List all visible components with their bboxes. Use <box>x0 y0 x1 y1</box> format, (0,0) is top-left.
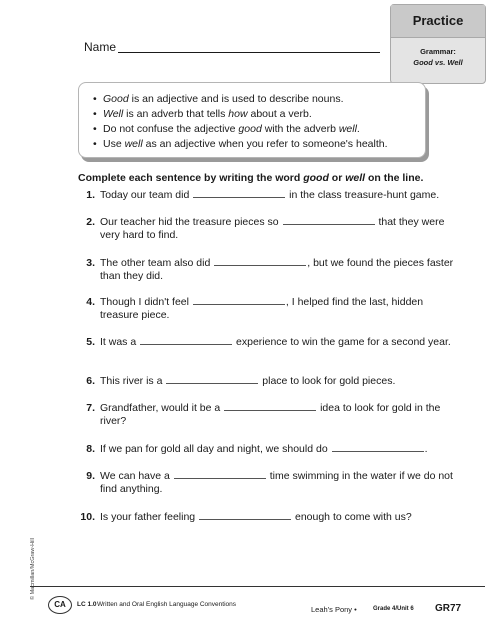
question-text-after: , I helped find the last, hidden treasure piece. <box>100 296 424 321</box>
question-text <box>100 402 458 428</box>
answer-blank[interactable] <box>214 258 306 266</box>
grammar-rules-box <box>78 82 426 158</box>
question-text-after: in the class treasure-hunt game. <box>289 189 440 201</box>
rule-text: with the adverb <box>261 123 339 135</box>
instructions-text-or: or <box>328 172 346 184</box>
footer-divider <box>30 586 485 587</box>
question-text-after: place to look for gold pieces. <box>262 375 396 387</box>
answer-blank[interactable] <box>224 403 316 411</box>
page-code: GR77 <box>435 603 462 614</box>
standard-code: LC 1.0 <box>77 601 97 608</box>
rule-item <box>93 107 425 122</box>
question-number: 3. <box>86 257 95 269</box>
question-text <box>100 257 458 283</box>
practice-tab <box>390 4 486 84</box>
answer-blank[interactable] <box>140 337 232 345</box>
rules-list <box>93 92 425 152</box>
question-item <box>78 511 458 524</box>
rule-text: is an adverb that tells <box>123 108 229 120</box>
question-item <box>78 257 458 283</box>
question-text <box>100 336 458 349</box>
question-number: 2. <box>86 216 95 228</box>
story-title <box>311 605 357 614</box>
question-item <box>78 402 458 428</box>
question-text-before: Grandfather, would it be a <box>100 402 221 414</box>
question-text-before: Today our team did <box>100 189 190 201</box>
rule-text: good <box>238 123 262 135</box>
rule-item <box>93 137 425 152</box>
instructions-text-b: on the line. <box>365 172 424 184</box>
instructions <box>78 172 468 184</box>
question-item <box>78 296 458 322</box>
question-number: 10. <box>80 511 95 523</box>
question-text-before: Though I didn't feel <box>100 296 189 308</box>
answer-blank[interactable] <box>193 297 285 305</box>
rule-text: as an adjective when you refer to someone's health. <box>142 138 388 150</box>
rule-text: well <box>124 138 143 150</box>
instructions-text-a: Complete each sentence by writing the word <box>78 172 304 184</box>
grade-unit: Grade 4/Unit 6 <box>373 606 414 612</box>
question-item <box>78 216 458 242</box>
question-item <box>78 375 458 388</box>
question-text-before: We can have a <box>100 470 170 482</box>
tab-subtitle-topic: Good vs. Well <box>413 58 463 67</box>
question-number: 6. <box>86 375 95 387</box>
answer-blank[interactable] <box>283 217 375 225</box>
tab-title: Practice <box>391 5 485 38</box>
ca-standard-badge: CA <box>48 596 72 614</box>
question-number: 5. <box>86 336 95 348</box>
question-text-after: . <box>424 443 428 455</box>
question-text <box>100 443 458 456</box>
name-label: Name <box>84 40 117 54</box>
rule-item <box>93 92 425 107</box>
answer-blank[interactable] <box>166 376 258 384</box>
question-text <box>100 375 458 388</box>
question-text-after: time swimming in the water if we do not find anything. <box>100 470 453 495</box>
answer-blank[interactable] <box>193 190 285 198</box>
question-text-before: Our teacher hid the treasure pieces so <box>100 216 279 228</box>
question-item <box>78 470 458 496</box>
instructions-word-good: good <box>303 172 329 184</box>
question-text-before: The other team also did <box>100 257 211 269</box>
name-field[interactable] <box>118 52 380 53</box>
question-text-after: that they were very hard to find. <box>100 216 445 241</box>
rule-text: how <box>228 108 248 120</box>
question-number: 4. <box>86 296 95 308</box>
standard-description: Written and Oral English Language Conventions <box>97 601 236 608</box>
question-number: 1. <box>86 189 95 201</box>
copyright: © Macmillan/McGraw-Hill <box>30 538 36 600</box>
question-number: 8. <box>86 443 95 455</box>
rule-text: Do not confuse the adjective <box>103 123 239 135</box>
question-text-before: This river is a <box>100 375 163 387</box>
answer-blank[interactable] <box>199 512 291 520</box>
question-item <box>78 443 458 456</box>
question-text <box>100 511 458 524</box>
question-number: 9. <box>86 470 95 482</box>
question-number: 7. <box>86 402 95 414</box>
story-name: Leah's Pony <box>311 605 353 614</box>
rule-text: about a verb. <box>247 108 312 120</box>
question-text-before: If we pan for gold all day and night, we should do <box>100 443 328 455</box>
question-text-after: idea to look for gold in the river? <box>100 402 441 427</box>
question-text <box>100 189 458 202</box>
rule-text: Good <box>103 93 129 105</box>
answer-blank[interactable] <box>332 444 424 452</box>
question-item <box>78 189 458 202</box>
question-text <box>100 216 458 242</box>
answer-blank[interactable] <box>174 471 266 479</box>
rule-text: . <box>356 123 360 135</box>
rule-text: well <box>338 123 357 135</box>
question-text-after: enough to come with us? <box>294 511 412 523</box>
tab-subtitle-grammar: Grammar: <box>420 47 456 56</box>
question-text-after: experience to win the game for a second year. <box>236 336 451 348</box>
question-text-before: It was a <box>100 336 137 348</box>
question-text <box>100 296 458 322</box>
question-text-after: , but we found the pieces faster than they did. <box>100 257 454 282</box>
rule-item <box>93 122 425 137</box>
rule-text: is an adjective and is used to describe nouns. <box>128 93 344 105</box>
footer-bullet: • <box>354 605 357 614</box>
question-text-before: Is your father feeling <box>100 511 196 523</box>
rule-text: Use <box>103 138 125 150</box>
question-text <box>100 470 458 496</box>
question-item <box>78 336 458 349</box>
rule-text: Well <box>103 108 124 120</box>
instructions-word-well: well <box>345 172 366 184</box>
